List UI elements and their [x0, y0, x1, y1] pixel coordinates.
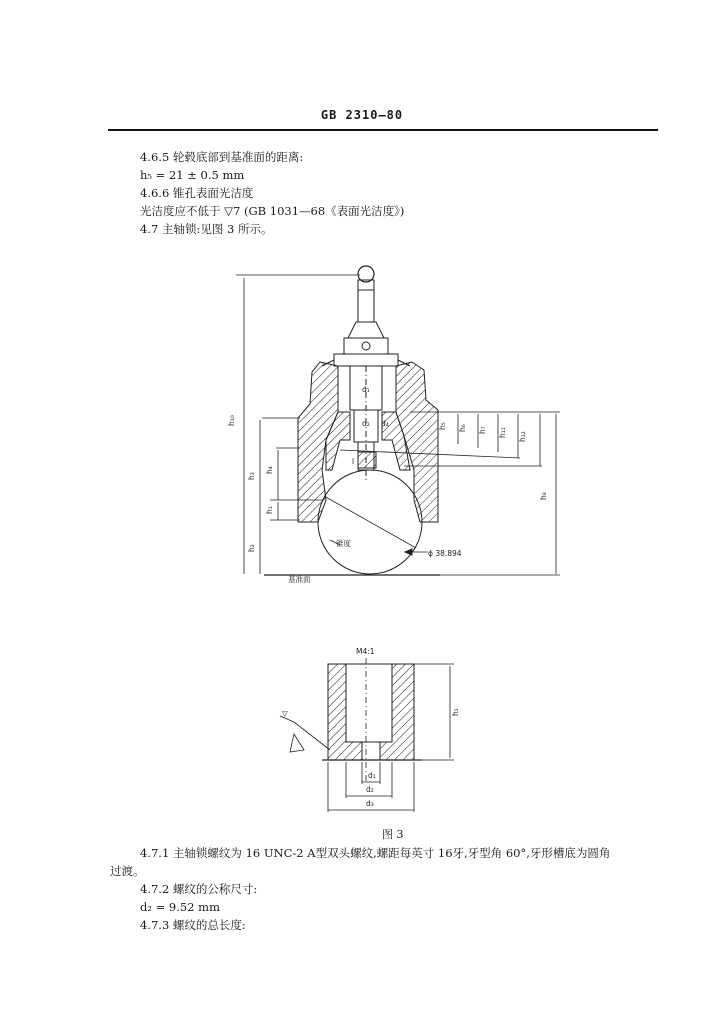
- taper-label: 锥度: [336, 539, 351, 548]
- figure-caption: 图 3: [382, 828, 404, 841]
- detail-finish-mark: ▽: [282, 709, 288, 718]
- spindle-stem: [322, 266, 410, 366]
- text-line-4-6-6: 4.6.6 锥孔表面光洁度: [140, 186, 254, 200]
- label-h3: h₃: [247, 472, 256, 480]
- label-d1: d₁: [362, 385, 370, 394]
- text-line-4-7-2: 4.7.2 螺纹的公称尺寸:: [140, 882, 258, 896]
- text-line-4-6-5: 4.6.5 轮毂底部到基准面的距离:: [140, 150, 304, 164]
- standard-code: GB 2310—80: [320, 108, 404, 122]
- text-line-finish: 光洁度应不低于 ▽7 (GB 1031—68《表面光洁度》): [140, 204, 405, 218]
- text-line-d2-value: d₂ = 9.52 mm: [140, 900, 220, 914]
- main-view: [236, 266, 560, 575]
- datum-label: 基准面: [288, 575, 311, 584]
- text-line-4-7: 4.7 主轴锁:见图 3 所示。: [140, 222, 273, 236]
- detail-right-wall: [380, 664, 414, 760]
- text-line-4-7-1: 4.7.1 主轴锁螺纹为 16 UNC-2 A型双头螺纹,螺距每英寸 16牙,牙型角 60°,牙形槽底为圆角: [140, 846, 611, 860]
- detail-d1-label: d₁: [368, 771, 376, 780]
- label-l: l: [352, 457, 355, 466]
- label-h4: h₄: [265, 466, 274, 474]
- label-h8: h₈: [539, 492, 548, 500]
- label-h2: h₂: [247, 544, 256, 552]
- label-h1: h₁: [265, 506, 274, 514]
- label-h5: h₅: [438, 422, 447, 430]
- text-line-4-7-1-cont: 过渡。: [110, 864, 145, 878]
- detail-d2-label: d₂: [366, 785, 374, 794]
- text-line-4-7-3: 4.7.3 螺纹的总长度:: [140, 918, 246, 932]
- detail-d3-label: d₃: [366, 799, 374, 808]
- label-h10: h₁₀: [227, 415, 236, 426]
- label-d2: d₂: [362, 419, 370, 428]
- text-line-h5-value: h₅ = 21 ± 0.5 mm: [140, 168, 245, 182]
- ball-diameter-label: ϕ 38.894: [428, 549, 462, 558]
- label-h12: h₁₂: [518, 431, 527, 442]
- detail-view-labels: [282, 647, 460, 808]
- label-h7: h₇: [478, 426, 487, 434]
- label-h6: h₆: [458, 424, 467, 432]
- detail-scale-label: M4:1: [356, 647, 375, 656]
- detail-left-wall: [328, 664, 362, 760]
- detail-h1-label: h₁: [451, 708, 460, 716]
- label-h11: h₁₁: [498, 427, 507, 438]
- label-d4: d₄: [381, 419, 389, 428]
